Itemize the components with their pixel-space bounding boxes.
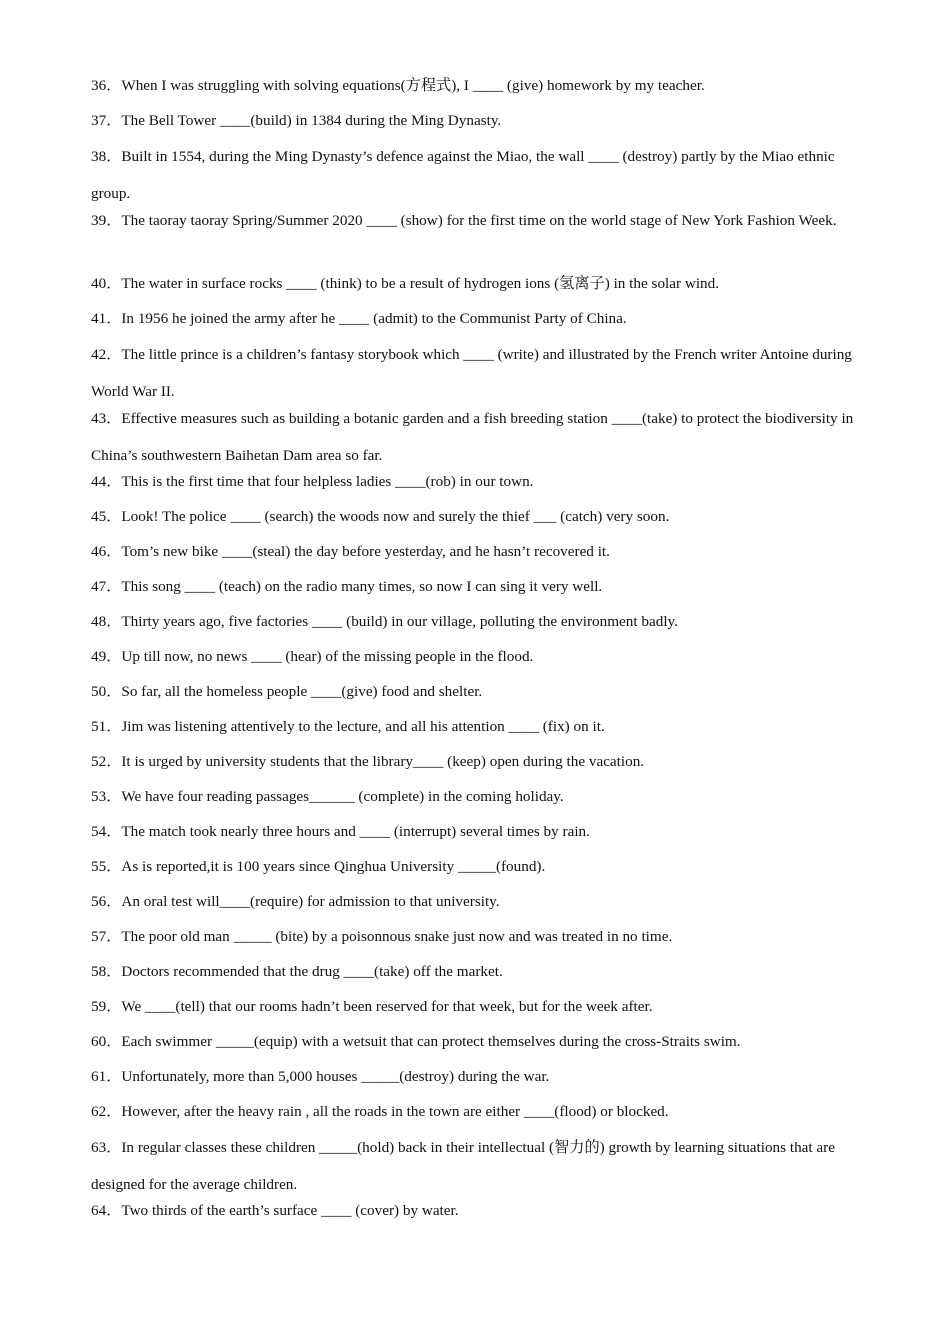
question-number: 55． <box>91 858 122 875</box>
question-text <box>91 336 871 410</box>
question-row <box>91 962 871 997</box>
question-text <box>91 892 871 912</box>
question-number: 56． <box>91 893 122 910</box>
question-number: 47． <box>91 578 122 595</box>
question-row <box>91 612 871 647</box>
question-body: Effective measures such as building a botanic garden and a fish breeding station ____(take) to protect the biodiversity in China’s southwestern Baihetan Dam area so far. <box>91 410 858 464</box>
question-text <box>91 507 871 527</box>
question-row <box>91 472 871 507</box>
question-text <box>91 822 871 842</box>
question-number: 37． <box>91 112 122 129</box>
question-number: 44． <box>91 473 122 490</box>
question-body: The water in surface rocks ____ (think) to be a result of hydrogen ions (氢离子) in the solar wind. <box>121 275 720 292</box>
question-text <box>91 752 871 772</box>
question-number: 61． <box>91 1068 122 1085</box>
question-text <box>91 1201 871 1221</box>
question-text <box>91 647 871 667</box>
question-number: 59． <box>91 998 122 1015</box>
question-number: 63． <box>91 1139 122 1156</box>
question-text <box>91 997 871 1017</box>
question-text <box>91 682 871 702</box>
question-text <box>91 927 871 947</box>
question-row <box>91 927 871 962</box>
question-row <box>91 857 871 892</box>
question-text <box>91 400 871 474</box>
question-number: 39． <box>91 212 122 229</box>
question-number: 46． <box>91 543 122 560</box>
question-row <box>91 542 871 577</box>
question-number: 54． <box>91 823 122 840</box>
question-text <box>91 962 871 982</box>
question-text <box>91 1102 871 1122</box>
question-body: Up till now, no news ____ (hear) of the missing people in the flood. <box>121 648 534 665</box>
question-number: 53． <box>91 788 122 805</box>
question-number: 38． <box>91 148 122 165</box>
question-text <box>91 612 871 632</box>
question-number: 58． <box>91 963 122 980</box>
question-number: 51． <box>91 718 122 735</box>
question-body: The poor old man _____ (bite) by a poisonnous snake just now and was treated in no time. <box>121 928 673 945</box>
question-text <box>91 472 871 492</box>
question-text <box>91 787 871 807</box>
question-row <box>91 507 871 542</box>
question-text <box>91 577 871 597</box>
question-text <box>91 717 871 737</box>
question-body: This song ____ (teach) on the radio many times, so now I can sing it very well. <box>121 578 603 595</box>
question-row <box>91 577 871 612</box>
question-row <box>91 1032 871 1067</box>
question-text <box>91 1067 871 1087</box>
question-row <box>91 202 871 274</box>
question-body: So far, all the homeless people ____(give) food and shelter. <box>121 683 483 700</box>
question-row <box>91 274 871 309</box>
question-row <box>91 647 871 682</box>
question-row <box>91 997 871 1032</box>
question-row <box>91 138 871 210</box>
question-row <box>91 76 871 111</box>
question-body: The little prince is a children’s fantasy storybook which ____ (write) and illustrated by the French writer Antoine during World War II. <box>91 346 856 400</box>
question-text <box>91 542 871 562</box>
question-text <box>91 309 871 329</box>
question-row <box>91 892 871 927</box>
question-body: We ____(tell) that our rooms hadn’t been reserved for that week, but for the week after. <box>121 998 653 1015</box>
question-row <box>91 717 871 752</box>
question-number: 45． <box>91 508 122 525</box>
question-row <box>91 682 871 717</box>
question-text <box>91 274 871 294</box>
question-number: 36． <box>91 77 122 94</box>
question-body: Doctors recommended that the drug ____(take) off the market. <box>121 963 503 980</box>
question-body: The match took nearly three hours and ____ (interrupt) several times by rain. <box>121 823 590 840</box>
question-row <box>91 336 871 408</box>
question-body: Each swimmer _____(equip) with a wetsuit that can protect themselves during the cross-Straits swim. <box>121 1033 741 1050</box>
question-row <box>91 400 871 472</box>
question-body: Look! The police ____ (search) the woods now and surely the thief ___ (catch) very soon. <box>121 508 670 525</box>
question-number: 48． <box>91 613 122 630</box>
question-body: An oral test will____(require) for admission to that university. <box>121 893 500 910</box>
question-text <box>91 857 871 877</box>
question-text <box>91 76 871 96</box>
question-body: Unfortunately, more than 5,000 houses _____(destroy) during the war. <box>121 1068 550 1085</box>
question-body: When I was struggling with solving equations(方程式), I ____ (give) homework by my teacher. <box>121 77 705 94</box>
question-row <box>91 1201 871 1236</box>
question-number: 40． <box>91 275 122 292</box>
question-text <box>91 111 871 131</box>
question-body: Tom’s new bike ____(steal) the day before yesterday, and he hasn’t recovered it. <box>121 543 610 560</box>
question-number: 52． <box>91 753 122 770</box>
question-body: In regular classes these children _____(hold) back in their intellectual (智力的) growth by learning situations that are designed for the average children. <box>91 1139 839 1193</box>
question-row <box>91 752 871 787</box>
question-number: 64． <box>91 1202 122 1219</box>
question-body: As is reported,it is 100 years since Qinghua University _____(found). <box>121 858 546 875</box>
question-body: Thirty years ago, five factories ____ (build) in our village, polluting the environment badly. <box>121 613 678 630</box>
question-row <box>91 787 871 822</box>
question-number: 42． <box>91 346 122 363</box>
question-body: The taoray taoray Spring/Summer 2020 ____ (show) for the first time on the world stage of New York Fashion Week. <box>121 212 837 229</box>
question-number: 57． <box>91 928 122 945</box>
question-number: 49． <box>91 648 122 665</box>
question-number: 60． <box>91 1033 122 1050</box>
question-body: This is the first time that four helpless ladies ____(rob) in our town. <box>121 473 534 490</box>
question-body: We have four reading passages______ (complete) in the coming holiday. <box>121 788 564 805</box>
question-body: Built in 1554, during the Ming Dynasty’s defence against the Miao, the wall ____ (destroy) partly by the Miao ethnic group. <box>91 148 839 202</box>
question-text <box>91 138 871 212</box>
question-body: Jim was listening attentively to the lecture, and all his attention ____ (fix) on it. <box>121 718 605 735</box>
question-text <box>91 202 871 239</box>
question-body: However, after the heavy rain , all the roads in the town are either ____(flood) or blocked. <box>121 1103 669 1120</box>
question-row <box>91 822 871 857</box>
question-number: 43． <box>91 410 122 427</box>
question-number: 62． <box>91 1103 122 1120</box>
question-row <box>91 1129 871 1201</box>
question-body: In 1956 he joined the army after he ____ (admit) to the Communist Party of China. <box>121 310 627 327</box>
worksheet-page <box>91 76 871 1236</box>
question-text <box>91 1129 871 1203</box>
question-number: 50． <box>91 683 122 700</box>
question-text <box>91 1032 871 1052</box>
question-row <box>91 1067 871 1102</box>
question-body: Two thirds of the earth’s surface ____ (cover) by water. <box>121 1202 459 1219</box>
question-body: It is urged by university students that the library____ (keep) open during the vacation. <box>121 753 645 770</box>
question-number: 41． <box>91 310 122 327</box>
question-body: The Bell Tower ____(build) in 1384 during the Ming Dynasty. <box>121 112 502 129</box>
